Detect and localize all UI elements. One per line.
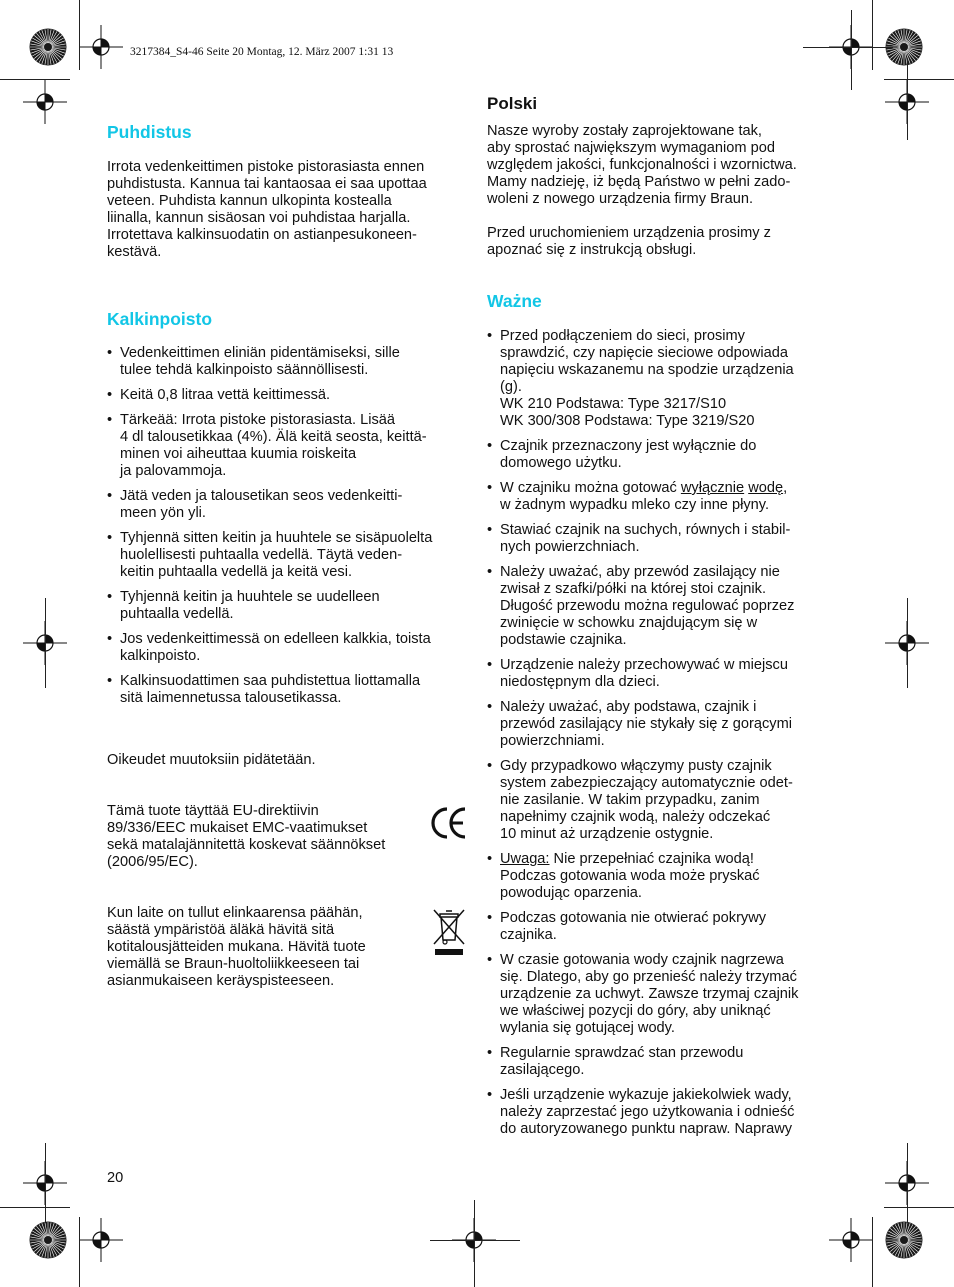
important-list (487, 328, 843, 1138)
crop-mark (872, 0, 873, 70)
descaling-heading: Kalkinpoisto (107, 309, 213, 329)
important-heading: Ważne (487, 291, 542, 311)
print-slug: 3217384_S4-46 Seite 20 Montag, 12. März 2007 1:31 13 (130, 46, 394, 58)
color-wheel-icon (29, 28, 67, 66)
registration-mark-icon (79, 25, 123, 69)
text-line: napełnimy czajnik wodą, należy odczekać (500, 809, 771, 825)
text-line: • W czasie gotowania wody czajnik nagrzewa (500, 952, 784, 968)
eu-directive (107, 803, 427, 871)
text-span: W czajniku można gotować (500, 480, 681, 496)
text-line: asianmukaiseen keräyspisteeseen. (107, 973, 335, 989)
text-line: säästä ympäristöä äläkä hävitä sitä (107, 922, 335, 938)
warning-label: Uwaga: (500, 851, 550, 867)
color-wheel-icon (885, 1221, 923, 1259)
text-line: w żadnym wypadku mleko czy inne płyny. (500, 497, 770, 513)
text-line: sitä laimennetussa talousetikassa. (120, 690, 342, 706)
crop-mark (803, 47, 893, 48)
text-line: huolellisesti puhtaalla vedellä. Täytä veden- (120, 547, 403, 563)
text-line: Nasze wyroby zostały zaprojektowane tak, (487, 123, 762, 139)
text-span: , (783, 480, 788, 496)
text-line: viemällä se Braun-huoltoliikkeeseen tai (107, 956, 360, 972)
list-item (487, 328, 843, 430)
crop-mark (474, 1200, 475, 1287)
registration-mark-icon (23, 80, 67, 124)
crop-mark (0, 1207, 70, 1208)
list-item (487, 438, 843, 472)
crop-mark (851, 10, 852, 90)
page-number: 20 (107, 1170, 124, 1186)
text-line: powodując oparzenia. (500, 885, 642, 901)
list-item (487, 851, 843, 902)
text-line: do autoryzowanego punktu napraw. Naprawy (500, 1121, 793, 1137)
text-line: (g). (500, 379, 522, 395)
text-line: system zabezpieczający automatycznie odet- (500, 775, 793, 791)
text-line: nych powierzchniach. (500, 539, 640, 555)
weee-bin-icon (432, 908, 466, 956)
crop-mark (45, 598, 46, 688)
list-item (107, 673, 467, 707)
text-line: • Podczas gotowania nie otwierać pokrywy (500, 910, 767, 926)
text-line: Długość przewodu można regulować poprzez (500, 598, 795, 614)
crop-mark (907, 60, 908, 140)
list-item (487, 699, 843, 750)
text-line: 89/336/EEC mukaiset EMC-vaatimukset (107, 820, 368, 836)
crop-mark (79, 1217, 80, 1287)
text-line: WK 210 Podstawa: Type 3217/S10 (500, 396, 727, 412)
crop-mark (0, 79, 70, 80)
text-line: aby sprostać największym wymaganiom pod (487, 140, 775, 156)
list-item (107, 412, 467, 480)
text-line: we właściwej pozycji do góry, aby uniknąć (500, 1003, 771, 1019)
text-line: • Jeśli urządzenie wykazuje jakiekolwiek wady, (500, 1087, 792, 1103)
cleaning-text (107, 159, 467, 261)
text-line: sekä matalajännitettä koskevat säännökset (107, 837, 386, 853)
list-item (107, 631, 467, 665)
text-line: podstawie czajnika. (500, 632, 627, 648)
list-item (107, 345, 467, 379)
text-line: zasilającego. (500, 1062, 585, 1078)
text-line: ja palovammoja. (120, 463, 227, 479)
text-line: Irrotettava kalkinsuodatin on astianpesukoneen- (107, 227, 417, 243)
list-item (487, 522, 843, 556)
text-line: • Regularnie sprawdzać stan przewodu (500, 1045, 744, 1061)
text-line: meen yön yli. (120, 505, 206, 521)
polish-intro (487, 94, 843, 259)
text-line: powierzchniami. (500, 733, 605, 749)
crop-mark (872, 1217, 873, 1287)
text-line: • Przed podłączeniem do sieci, prosimy (500, 328, 745, 344)
cleaning-heading: Puhdistus (107, 122, 192, 142)
crop-mark (907, 598, 908, 688)
text-line: • Kalkinsuodattimen saa puhdistettua liottamalla (120, 673, 421, 689)
list-item (487, 1087, 843, 1138)
text-line: się. Dlatego, aby go przenieść należy trzymać (500, 969, 797, 985)
crop-mark (79, 0, 80, 70)
list-item (107, 387, 467, 404)
text-line: • Keitä 0,8 litraa vettä keittimessä. (120, 387, 331, 403)
text-line: zwinięcie w schowku znajdującym się w (500, 615, 758, 631)
text-line: • Jos vedenkeittimessä on edelleen kalkkia, toista (120, 631, 431, 647)
disposal-notice (107, 905, 427, 990)
text-line: • Tärkeää: Irrota pistoke pistorasiasta. Lisää (120, 412, 395, 428)
text-line: • Należy uważać, aby przewód zasilający nie (500, 564, 780, 580)
important-section (487, 291, 843, 1146)
descaling-list (107, 345, 467, 707)
text-line: urządzenie za uchwyt. Zawsze trzymaj czajnik (500, 986, 799, 1002)
text-line: minen voi aiheuttaa kuumia roiskeita (120, 446, 357, 462)
crop-mark (430, 1240, 520, 1241)
text-line: • Należy uważać, aby podstawa, czajnik i (500, 699, 757, 715)
text-line: względem jakości, funkcjonalności i wzornictwa. (487, 157, 797, 173)
text-line: veteen. Puhdista kannun ulkopinta kostealla (107, 193, 392, 209)
text-line: • Gdy przypadkowo włączymy pusty czajnik (500, 758, 772, 774)
ce-mark-icon (430, 806, 468, 840)
crop-mark (884, 1207, 954, 1208)
text-span: Nie przepełniać czajnika wodą! (549, 851, 754, 867)
text-line: • Stawiać czajnik na suchych, równych i stabil- (500, 522, 791, 538)
list-item (107, 530, 467, 581)
color-wheel-icon (29, 1221, 67, 1259)
text-line: • Tyhjennä sitten keitin ja huuhtele se sisäpuolelta (120, 530, 433, 546)
text-line: • Urządzenie należy przechowywać w miejscu (500, 657, 788, 673)
text-line: Irrota vedenkeittimen pistoke pistorasiasta ennen (107, 159, 425, 175)
text-line: należy zaprzestać jego użytkowania i odnieść (500, 1104, 795, 1120)
crop-mark (884, 79, 954, 80)
text-line (500, 851, 843, 868)
text-line: przewód zasilający nie stykały się z gorącymi (500, 716, 792, 732)
text-line: Mamy nadzieję, iż będą Państwo w pełni zado- (487, 174, 791, 190)
text-line: Tämä tuote täyttää EU-direktiivin (107, 803, 319, 819)
text-line: zwisał z szafki/półki na której stoi czajnik. (500, 581, 767, 597)
text-line: Przed uruchomieniem urządzenia prosimy z (487, 225, 771, 241)
list-item (487, 480, 843, 514)
text-line: (2006/95/EC). (107, 854, 198, 870)
rights-notice: Oikeudet muutoksiin pidätetään. (107, 752, 316, 768)
text-line: • Jätä veden ja talousetikan seos vedenkeitti- (120, 488, 403, 504)
text-line: kalkinpoisto. (120, 648, 201, 664)
text-line: keitin puhtaalla vedellä ja keitä vesi. (120, 564, 353, 580)
list-item (487, 910, 843, 944)
list-item (487, 1045, 843, 1079)
text-line: 4 dl talousetikkaa (4%). Älä keitä seosta, keittä- (120, 429, 427, 445)
text-line: puhtaalla vedellä. (120, 606, 234, 622)
list-item (107, 589, 467, 623)
text-line: nie zasilanie. W takim przypadku, zanim (500, 792, 760, 808)
text-line: puhdistusta. Kannua tai kantaosaa ei saa upottaa (107, 176, 427, 192)
text-line: Podczas gotowania woda może pryskać (500, 868, 760, 884)
text-line: Kun laite on tullut elinkaarensa päähän, (107, 905, 363, 921)
text-line: • Czajnik przeznaczony jest wyłącznie do (500, 438, 757, 454)
text-line: • Tyhjennä keitin ja huuhtele se uudelleen (120, 589, 380, 605)
text-line: tulee tehdä kalkinpoisto säännöllisesti. (120, 362, 369, 378)
cleaning-section (107, 122, 467, 261)
text-line: liinalla, kannun sisäosan voi puhdistaa harjalla. (107, 210, 411, 226)
text-line (500, 480, 843, 497)
text-line: domowego użytku. (500, 455, 622, 471)
text-line: woleni z nowego urządzenia firmy Braun. (487, 191, 754, 207)
descaling-section (107, 309, 467, 715)
registration-mark-icon (79, 1218, 123, 1262)
registration-mark-icon (829, 1218, 873, 1262)
text-line: niedostępnym dla dzieci. (500, 674, 660, 690)
text-line: kotitalousjätteiden mukana. Hävitä tuote (107, 939, 366, 955)
text-line: 10 minut aż urządzenie ostygnie. (500, 826, 714, 842)
list-item (487, 758, 843, 843)
crop-mark (45, 1143, 46, 1223)
underlined-text: wyłącznie (680, 480, 745, 496)
list-item (487, 657, 843, 691)
text-line: napięciu wskazanemu na spodzie urządzenia (500, 362, 794, 378)
underlined-text: wodę (748, 480, 784, 496)
text-line: wylania się gotującej wody. (500, 1020, 675, 1036)
list-item (487, 952, 843, 1037)
text-line: WK 300/308 Podstawa: Type 3219/S20 (500, 413, 755, 429)
text-line: kestävä. (107, 244, 162, 260)
polish-title: Polski (487, 94, 538, 113)
text-line: czajnika. (500, 927, 557, 943)
list-item (107, 488, 467, 522)
list-item (487, 564, 843, 649)
crop-mark (907, 1143, 908, 1223)
text-line: • Vedenkeittimen eliniän pidentämiseksi, sille (120, 345, 400, 361)
text-line: apoznać się z instrukcją obsługi. (487, 242, 697, 258)
text-line: sprawdzić, czy napięcie sieciowe odpowiada (500, 345, 788, 361)
